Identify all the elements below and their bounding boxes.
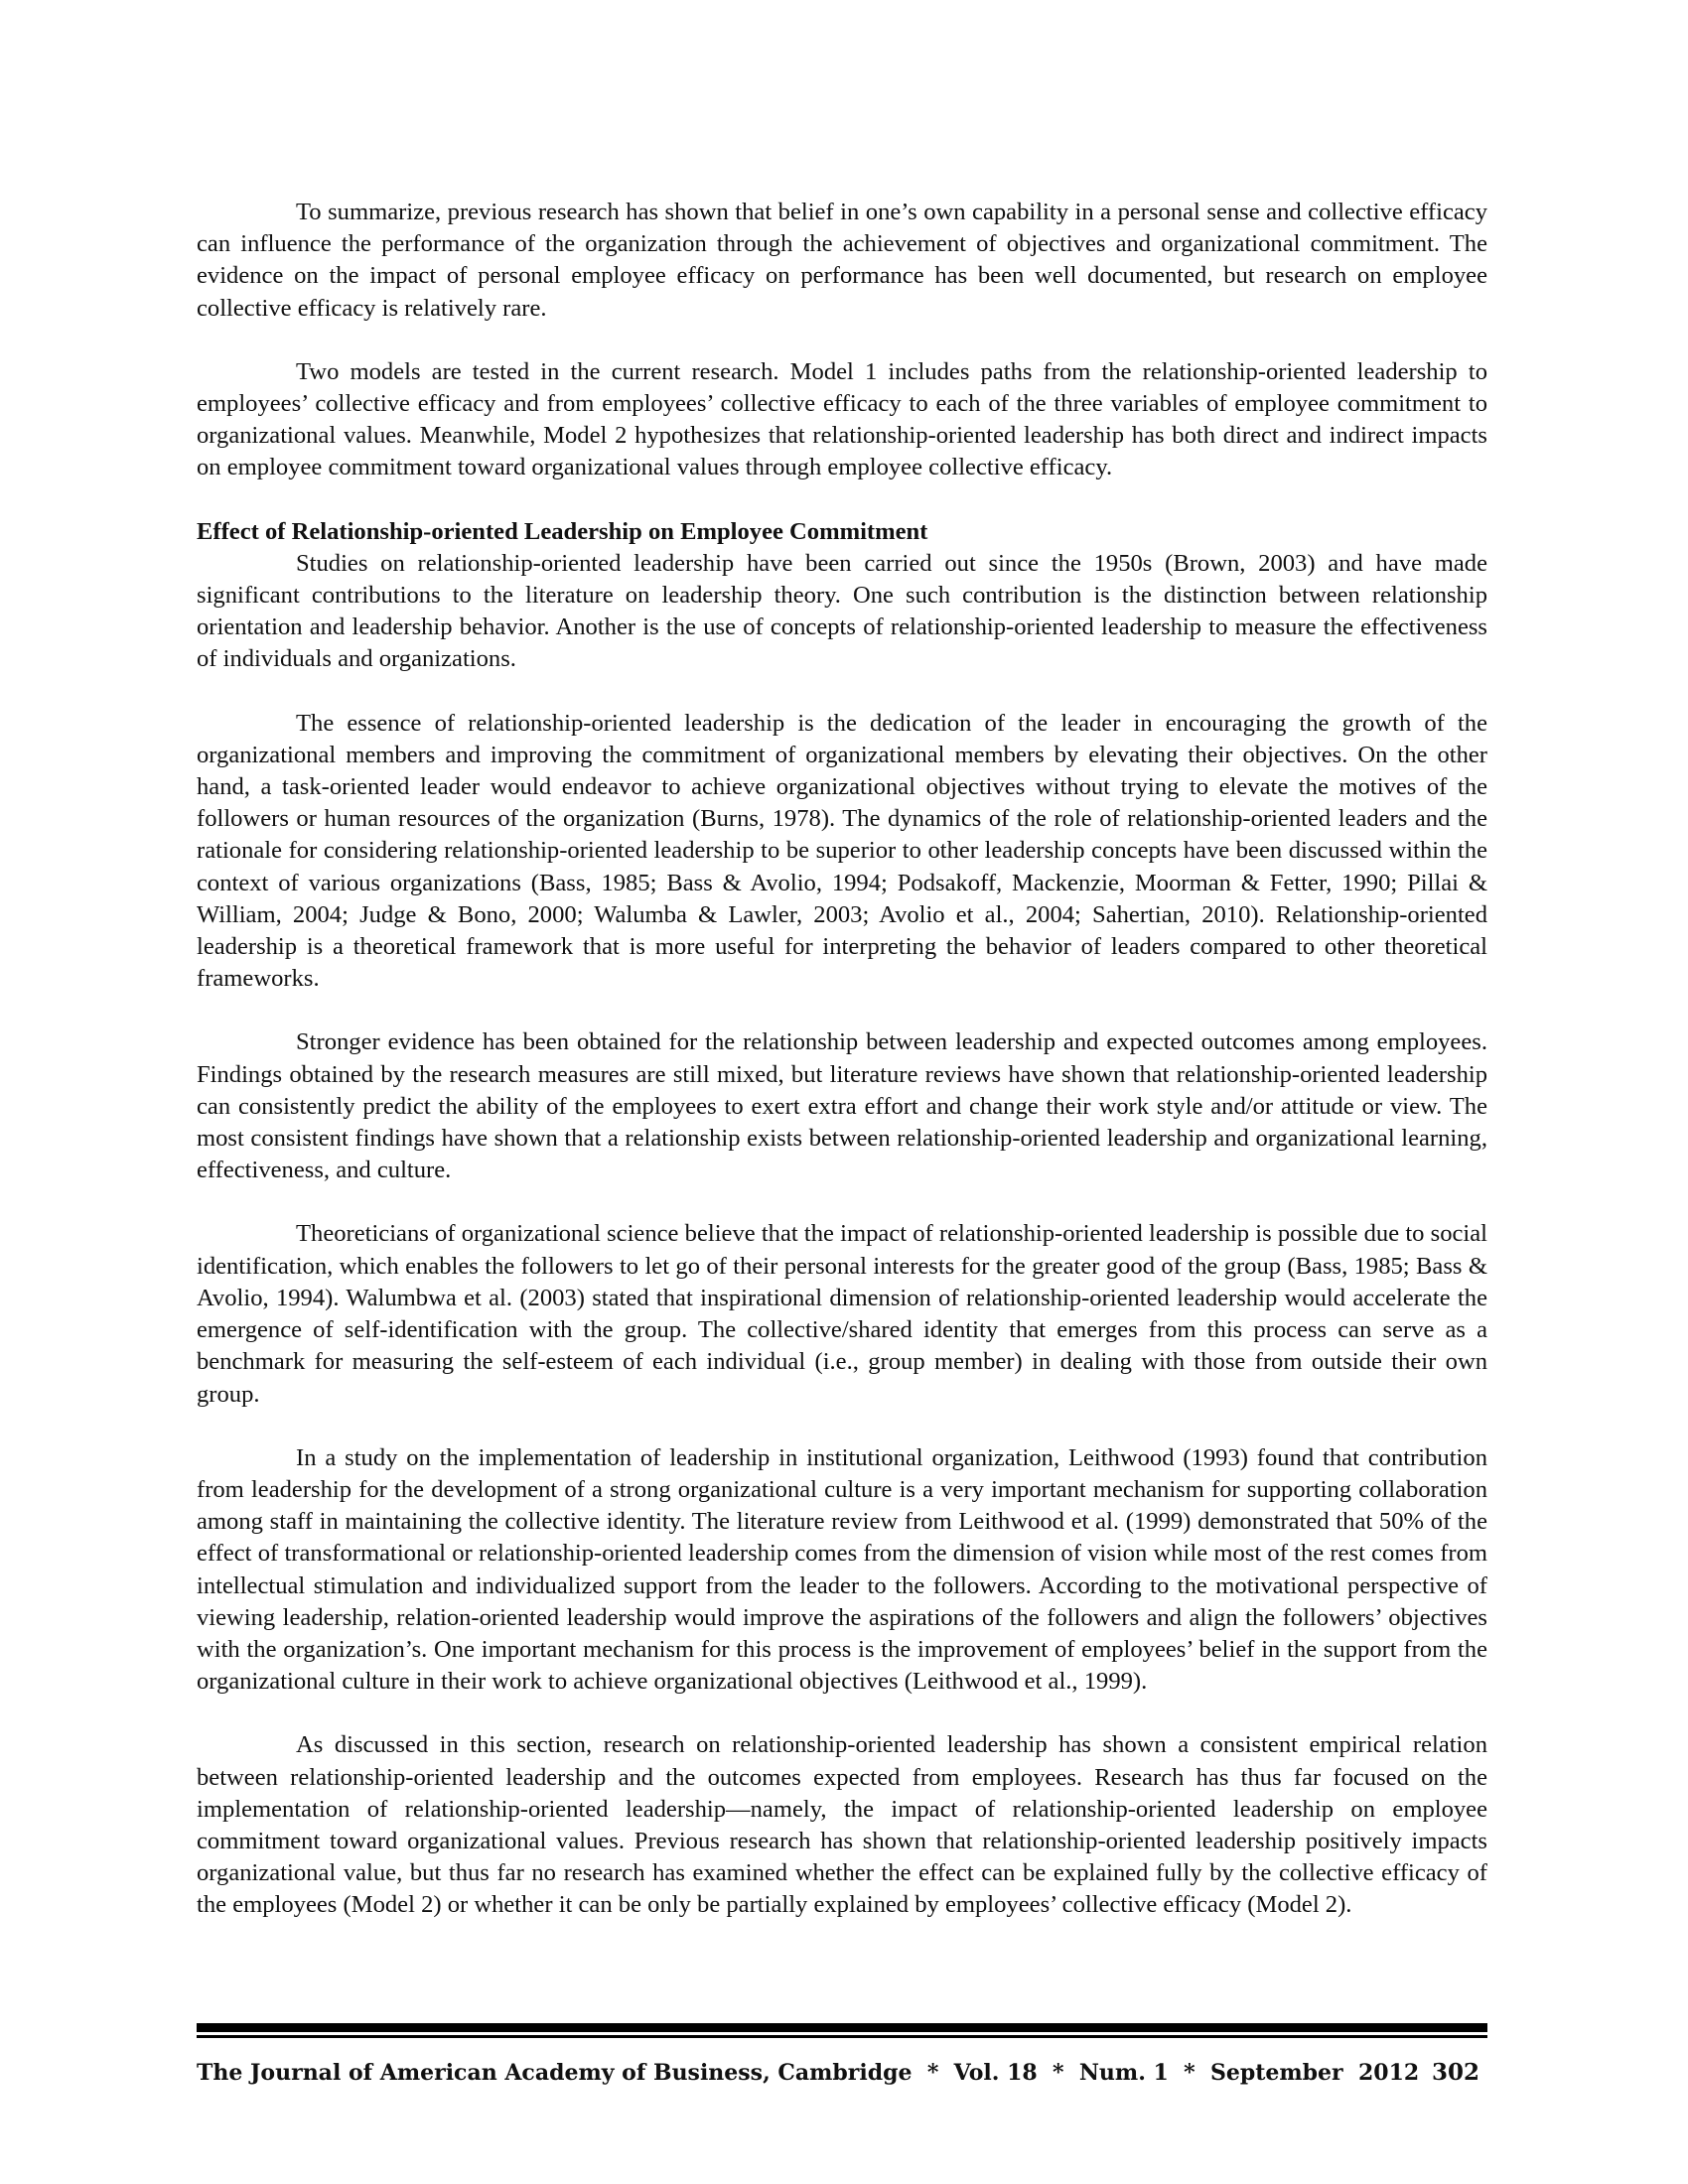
paragraph-models: Two models are tested in the current research. Model 1 includes paths from the relationship-oriented leadership to employees’ collective efficacy and from employees’ collective efficacy to each of the three variables of employee commitment to organizational values. Meanwhile, Model 2 hypothesizes that relationship-oriented leadership has both direct and indirect impacts on employee commitment toward organizational values through employee collective efficacy. xyxy=(197,357,1487,481)
paragraph-studies: Studies on relationship-oriented leadership have been carried out since the 1950s (Brown, 2003) and have made significant contributions to the literature on leadership theory. One such contribution is the distinction between relationship orientation and leadership behavior. Another is the use of concepts of relationship-oriented leadership to measure the effectiveness of individuals and organizations. xyxy=(197,549,1487,673)
paragraph-evidence: Stronger evidence has been obtained for the relationship between leadership and expected outcomes among employees. Findings obtained by the research measures are still mixed, but literature reviews have shown that relationship-oriented leadership can consistently predict the ability of the employees to exert extra effort and change their work style and/or attitude or view. The most consistent findings have shown that a relationship exists between relationship-oriented leadership and organizational learning, effectiveness, and culture. xyxy=(197,1028,1487,1184)
paragraph-gap xyxy=(197,1411,1487,1442)
paragraph-conclusion: As discussed in this section, research on relationship-oriented leadership has shown a consistent empirical relation between relationship-oriented leadership and the outcomes expected from employees. Research has thus far focused on the implementation of relationship-oriented leadership—namely, the impact of relationship-oriented leadership on employee commitment toward organizational values. Previous research has shown that relationship-oriented leadership positively impacts organizational value, but thus far no research has examined whether the effect can be explained fully by the collective efficacy of the employees (Model 2) or whether it can be only be partially explained by employees’ collective efficacy (Model 2). xyxy=(197,1731,1487,1919)
footer-rule-thin xyxy=(197,2035,1487,2038)
page-number: 302 xyxy=(1431,2059,1479,2086)
paragraph-summary: To summarize, previous research has shown that belief in one’s own capability in a personal sense and collective efficacy can influence the performance of the organization through the achievement of objectives and organizational commitment. The evidence on the impact of personal employee efficacy on performance has been well documented, but research on employee collective efficacy is relatively rare. xyxy=(197,199,1487,322)
paragraph-gap xyxy=(197,995,1487,1026)
paragraph-gap xyxy=(197,1186,1487,1218)
page-body xyxy=(197,197,1487,1922)
paragraph-gap xyxy=(197,484,1487,516)
paragraph-gap xyxy=(197,1698,1487,1729)
section-heading: Effect of Relationship-oriented Leadership on Employee Commitment xyxy=(197,517,928,545)
paragraph-gap xyxy=(197,325,1487,356)
paragraph-theoreticians: Theoreticians of organizational science believe that the impact of relationship-oriented leadership is possible due to social identification, which enables the followers to let go of their personal interests for the greater good of the group (Bass, 1985; Bass & Avolio, 1994). Walumbwa et al. (2003) stated that inspirational dimension of relationship-oriented leadership would accelerate the emergence of self-identification with the group. The collective/shared identity that emerges from this process can serve as a benchmark for measuring the self-esteem of each individual (i.e., group member) in dealing with those from outside their own group. xyxy=(197,1220,1487,1408)
footer-rule-thick xyxy=(197,2023,1487,2032)
paragraph-essence: The essence of relationship-oriented leadership is the dedication of the leader in encouraging the growth of the organizational members and improving the commitment of organizational members by elevating their objectives. On the other hand, a task-oriented leader would endeavor to achieve organizational objectives without trying to elevate the motives of the followers or human resources of the organization (Burns, 1978). The dynamics of the role of relationship-oriented leaders and the rationale for considering relationship-oriented leadership to be superior to other leadership concepts have been discussed within the context of various organizations (Bass, 1985; Bass & Avolio, 1994; Podsakoff, Mackenzie, Moorman & Fetter, 1990; Pillai & William, 2004; Judge & Bono, 2000; Walumba & Lawler, 2003; Avolio et al., 2004; Sahertian, 2010). Relationship-oriented leadership is a theoretical framework that is more useful for interpreting the behavior of leaders compared to other theoretical frameworks. xyxy=(197,709,1487,993)
page-footer xyxy=(197,2053,1487,2093)
paragraph-implementation: In a study on the implementation of leadership in institutional organization, Leithwood (1993) found that contribution from leadership for the development of a strong organizational culture is a very important mechanism for supporting collaboration among staff in maintaining the collective identity. The literature review from Leithwood et al. (1999) demonstrated that 50% of the effect of transformational or relationship-oriented leadership comes from the dimension of vision while most of the rest comes from intellectual stimulation and individualized support from the leader to the followers. According to the motivational perspective of viewing leadership, relation-oriented leadership would improve the aspirations of the followers and align the followers’ objectives with the organization’s. One important mechanism for this process is the improvement of employees’ belief in the support from the organizational culture in their work to achieve organizational objectives (Leithwood et al., 1999). xyxy=(197,1443,1487,1696)
paragraph-gap xyxy=(197,676,1487,708)
footer-journal-citation: The Journal of American Academy of Business, Cambridge * Vol. 18 * Num. 1 * September 2012 xyxy=(197,2060,1420,2086)
section-relationship-leadership xyxy=(197,516,1487,1922)
